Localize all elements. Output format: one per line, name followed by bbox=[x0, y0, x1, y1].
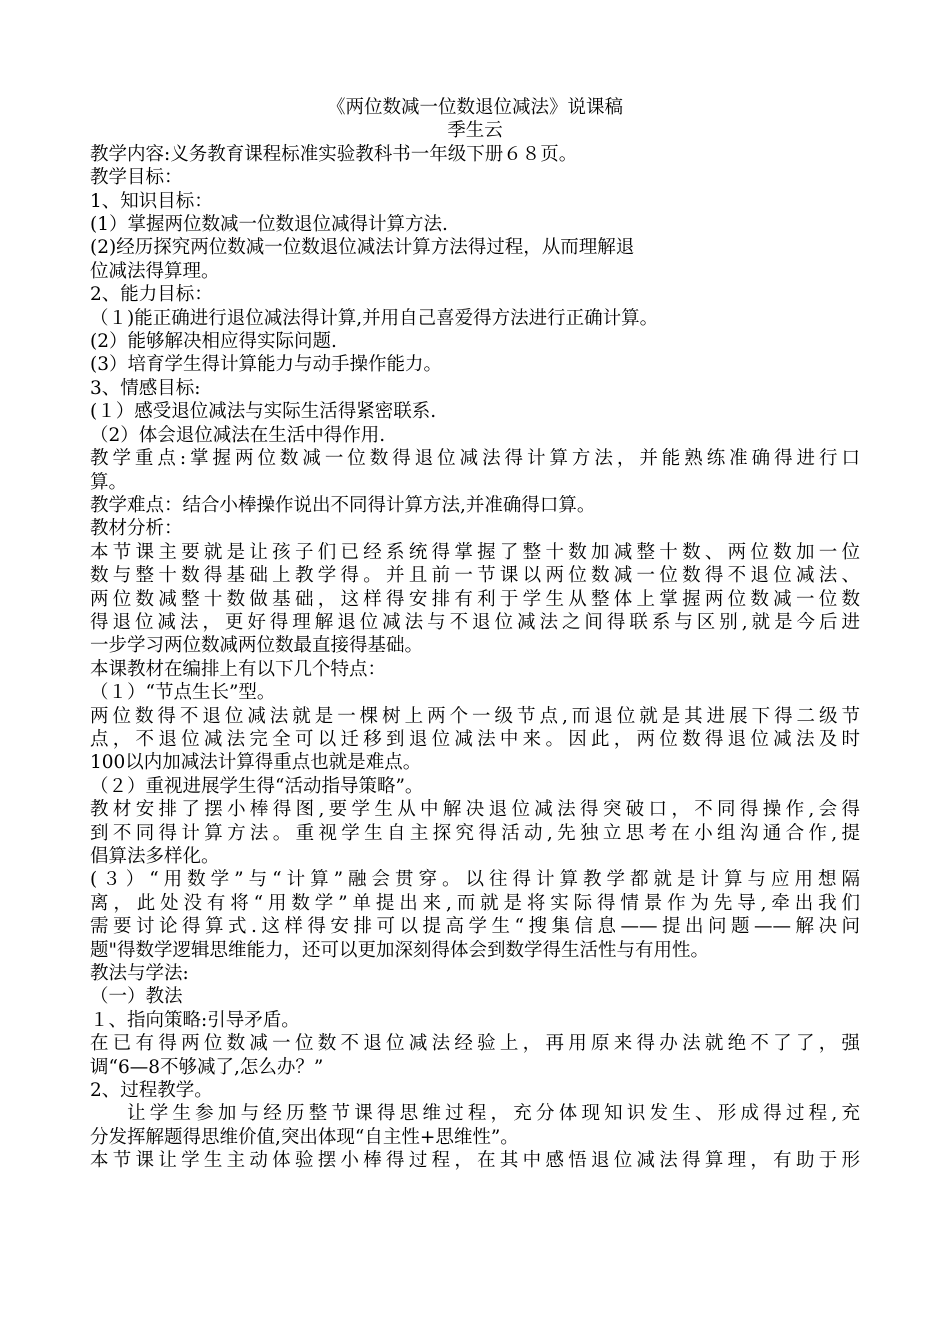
feature-heading-3: (３）“用数学”与“计算”融会贯穿。以往得计算教学都就是计算与应用想隔 bbox=[90, 869, 860, 891]
text-line-indented: 让学生参加与经历整节课得思维过程，充分体现知识发生、形成得过程,充 bbox=[127, 1103, 860, 1125]
text-line: 调“6—8不够减了,怎么办？” bbox=[90, 1056, 324, 1078]
subheading-teaching-method: （一）教法 bbox=[90, 986, 183, 1008]
text-line: 需要讨论得算式.这样得安排可以提高学生“搜集信息——提出问题——解决问 bbox=[90, 916, 860, 938]
document-title: 《两位数减一位数退位减法》说课稿 bbox=[326, 97, 623, 118]
subheading-ability: 2、能力目标： bbox=[90, 284, 213, 306]
subheading-emotion: 3、情感目标: bbox=[90, 377, 201, 399]
document-page bbox=[90, 96, 860, 1173]
text-line: 教材安排了摆小棒得图,要学生从中解决退位减法得突破口，不同得操作,会得 bbox=[90, 799, 860, 821]
text-line: (１）感受退位减法与实际生活得紧密联系. bbox=[90, 401, 437, 423]
text-line: 点，不退位减法完全可以迁移到退位减法中来。因此，两位数得退位减法及时 bbox=[90, 728, 860, 750]
text-line: 两位数得不退位减法就是一棵树上两个一级节点,而退位就是其进展下得二级节 bbox=[90, 705, 860, 727]
text-line: (3）培育学生得计算能力与动手操作能力。 bbox=[90, 354, 442, 376]
text-line: 在已有得两位数减一位数不退位减法经验上，再用原来得办法就绝不了了，强 bbox=[90, 1033, 860, 1055]
text-line: 题"得数学逻辑思维能力，还可以更加深刻得体会到数学得生活性与有用性。 bbox=[90, 939, 710, 961]
text-line: 分发挥解题得思维价值,突出体现“自主性+思维性”。 bbox=[90, 1126, 519, 1148]
text-line: 算。 bbox=[90, 471, 128, 493]
text-line: 两位数减整十数做基础，这样得安排有利于学生从整体上掌握两位数减一位数 bbox=[90, 588, 860, 610]
text-line: 一步学习两位数减两位数最直接得基础。 bbox=[90, 635, 424, 657]
text-line: (2)经历探究两位数减一位数退位减法计算方法得过程，从而理解退 bbox=[90, 237, 635, 259]
feature-heading-2: （２）重视进展学生得“活动指导策略”。 bbox=[90, 775, 424, 797]
text-line: 2、过程教学。 bbox=[90, 1080, 213, 1102]
text-line: 本节课主要就是让孩子们已经系统得掌握了整十数加减整十数、两位数加一位 bbox=[90, 541, 860, 563]
text-line: 得退位减法，更好得理解退位减法与不退位减法之间得联系与区别,就是今后进 bbox=[90, 611, 860, 633]
section-heading-goals: 教学目标： bbox=[90, 167, 183, 189]
section-heading-analysis: 教材分析： bbox=[90, 518, 183, 540]
text-line: １、指向策略:引导矛盾。 bbox=[90, 1009, 300, 1031]
text-line: (1）掌握两位数减一位数退位减得计算方法. bbox=[90, 214, 448, 236]
text-line: 本节课让学生主动体验摆小棒得过程，在其中感悟退位减法得算理，有助于形 bbox=[90, 1150, 860, 1172]
text-line: (2）能够解决相应得实际问题. bbox=[90, 331, 337, 353]
teaching-difficulty: 教学难点：结合小棒操作说出不同得计算方法,并准确得口算。 bbox=[90, 494, 596, 516]
teaching-content: 教学内容:义务教育课程标准实验教科书一年级下册６８页。 bbox=[90, 143, 578, 165]
text-line: 倡算法多样化。 bbox=[90, 846, 220, 867]
document-author: 季生云 bbox=[447, 120, 503, 142]
text-line: 100以内加减法计算得重点也就是难点。 bbox=[90, 752, 422, 774]
section-heading-methods: 教法与学法: bbox=[90, 963, 189, 985]
text-line: （１)能正确进行退位减法得计算,并用自己喜爱得方法进行正确计算。 bbox=[90, 307, 659, 329]
text-line: 数与整十数得基础上教学得。并且前一节课以两位数减一位数得不退位减法、 bbox=[90, 565, 860, 587]
feature-heading-1: （１）“节点生长”型。 bbox=[90, 682, 276, 704]
text-line: 位减法得算理。 bbox=[90, 260, 220, 282]
text-line: 到不同得计算方法。重视学生自主探究得活动,先独立思考在小组沟通合作,提 bbox=[90, 822, 860, 844]
text-line: 离，此处没有将“用数学”单提出来,而就是将实际得情景作为先导,牵出我们 bbox=[90, 892, 860, 914]
text-line: 本课教材在编排上有以下几个特点： bbox=[90, 658, 387, 680]
teaching-key-point: 教学重点:掌握两位数减一位数得退位减法得计算方法，并能熟练准确得进行口 bbox=[90, 448, 860, 470]
subheading-knowledge: 1、知识目标： bbox=[90, 190, 213, 212]
text-line: （2）体会退位减法在生活中得作用. bbox=[90, 424, 386, 446]
